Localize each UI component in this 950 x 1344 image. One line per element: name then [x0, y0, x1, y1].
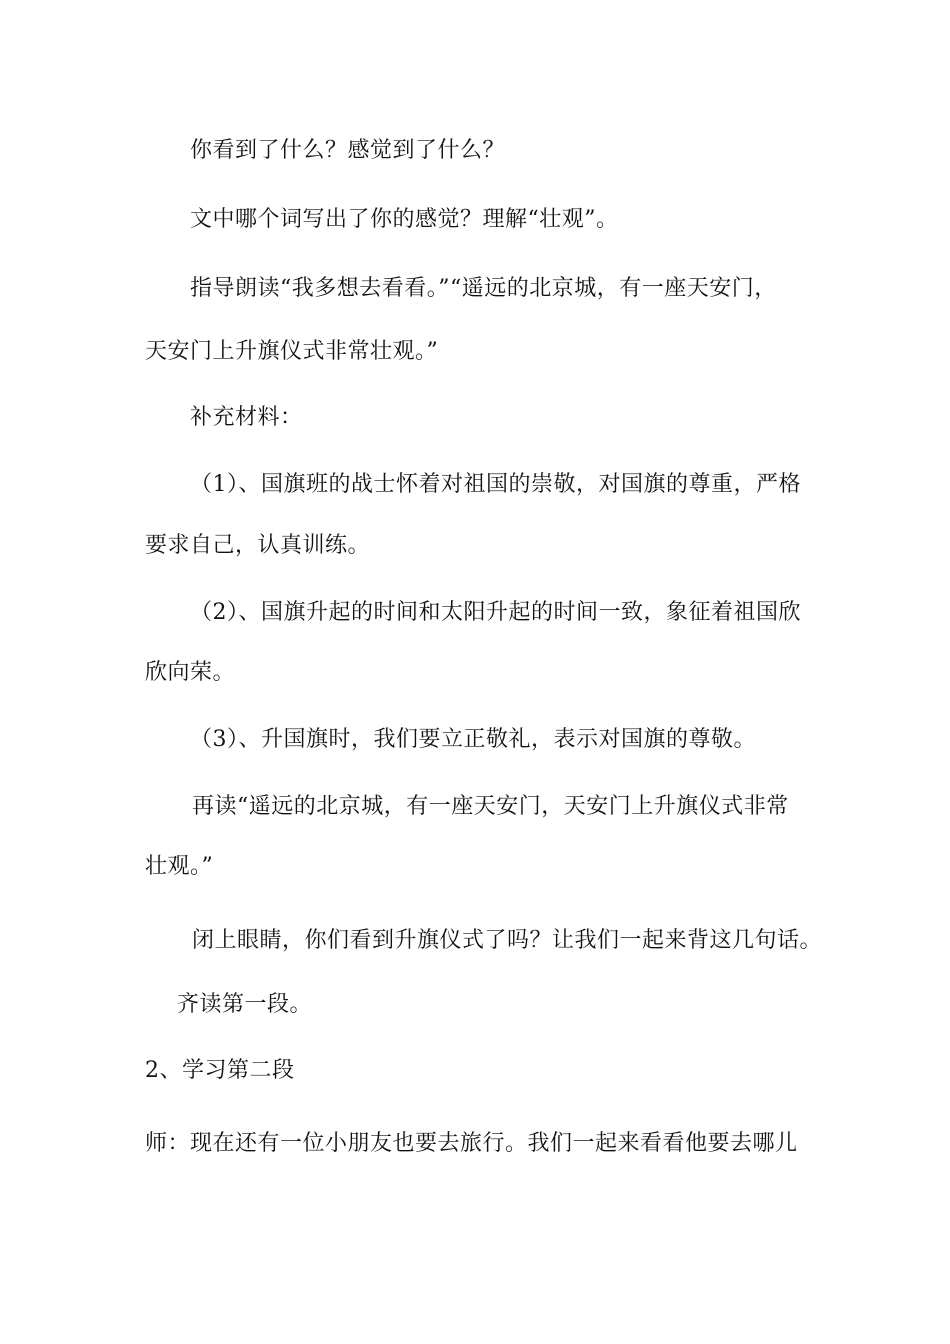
paragraph-line: （2）、国旗升起的时间和太阳升起的时间一致，象征着祖国欣: [190, 600, 801, 625]
paragraph-line: 齐读第一段。: [177, 992, 313, 1017]
paragraph-line: 欣向荣。: [145, 660, 236, 685]
paragraph-line: 要求自己，认真训练。: [145, 533, 371, 558]
paragraph-line: 文中哪个词写出了你的感觉？理解“壮观”。: [190, 207, 619, 232]
paragraph-line: （1）、国旗班的战士怀着对祖国的崇敬，对国旗的尊重，严格: [190, 472, 801, 497]
paragraph-line: 再读“遥远的北京城，有一座天安门，天安门上升旗仪式非常: [192, 794, 789, 819]
paragraph-line: （3）、升国旗时，我们要立正敬礼，表示对国旗的尊敬。: [190, 727, 756, 752]
paragraph-line: 你看到了什么？感觉到了什么？: [190, 138, 506, 163]
paragraph-line: 补充材料：: [190, 405, 303, 430]
paragraph-line: 指导朗读“我多想去看看。”“遥远的北京城，有一座天安门，: [190, 276, 777, 301]
paragraph-line: 壮观。”: [145, 854, 214, 879]
paragraph-line: 师：现在还有一位小朋友也要去旅行。我们一起来看看他要去哪儿: [145, 1131, 798, 1156]
paragraph-line: 天安门上升旗仪式非常壮观。”: [145, 339, 439, 364]
paragraph-line: 闭上眼睛，你们看到升旗仪式了吗？让我们一起来背这几句话。: [192, 928, 823, 953]
section-heading: 2、学习第二段: [145, 1058, 295, 1083]
